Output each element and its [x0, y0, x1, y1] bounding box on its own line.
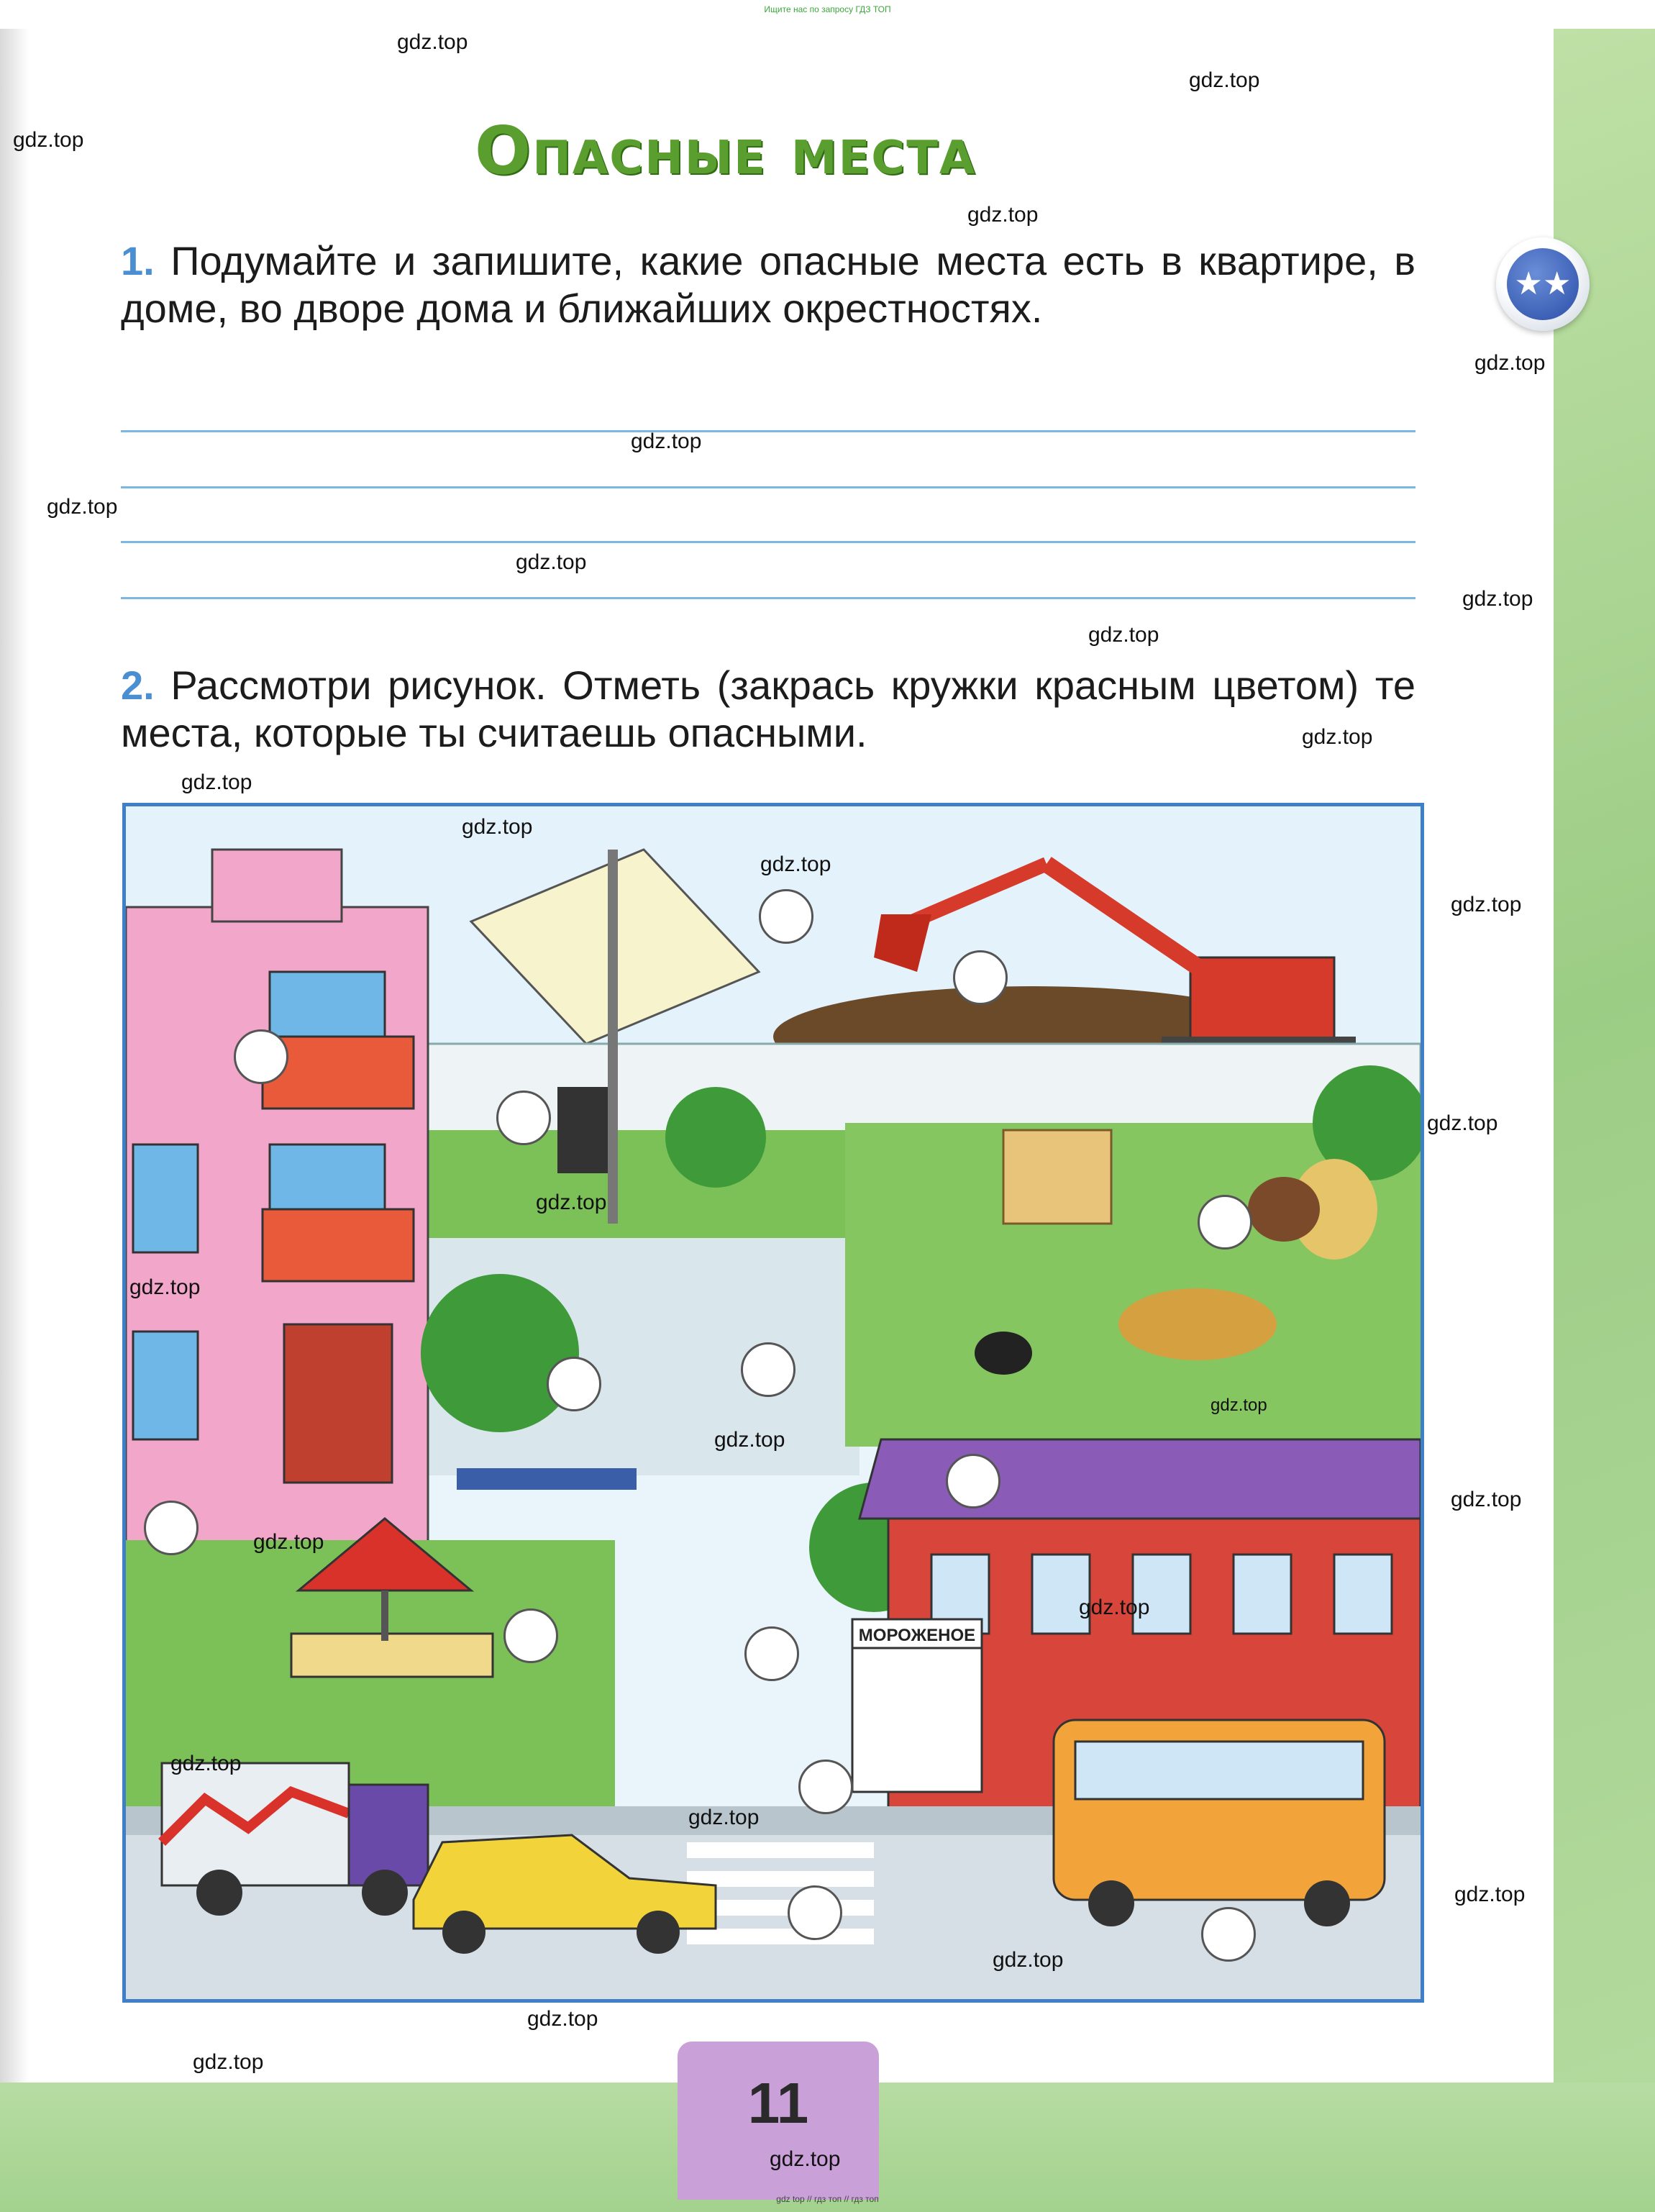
- badge: [1496, 237, 1590, 331]
- task-1-text: Подумайте и запишите, какие опасные места есть в квартире, в доме, во дворе дома и ближайших окрестностях.: [121, 238, 1416, 331]
- watermark: gdz.top: [462, 815, 533, 839]
- page-title: Опасные места: [475, 112, 977, 189]
- watermark: gdz.top: [397, 30, 468, 54]
- watermark: gdz.top: [993, 1948, 1064, 1972]
- watermark: gdz.top: [1451, 893, 1522, 916]
- watermark: gdz.top: [1189, 68, 1260, 92]
- task-2: [121, 662, 1415, 757]
- answer-circle[interactable]: [798, 1760, 853, 1814]
- watermark: gdz.top: [1079, 1596, 1150, 1619]
- watermark: gdz.top: [1462, 587, 1533, 611]
- answer-circle[interactable]: [1201, 1907, 1256, 1962]
- watermark: gdz.top: [1451, 1488, 1522, 1511]
- answer-circle[interactable]: [788, 1885, 842, 1940]
- watermark: gdz.top: [714, 1428, 785, 1452]
- watermark: gdz.top: [1474, 351, 1546, 375]
- watermark: gdz.top: [181, 770, 252, 794]
- answer-line[interactable]: [121, 597, 1415, 599]
- watermark: gdz.top: [1427, 1111, 1498, 1135]
- watermark: gdz.top: [516, 550, 587, 574]
- watermark: gdz.top: [193, 2050, 264, 2074]
- watermark: gdz.top: [129, 1275, 201, 1299]
- page-number-tab: [678, 2042, 879, 2200]
- answer-circle[interactable]: [953, 950, 1008, 1005]
- answer-circle[interactable]: [1198, 1195, 1252, 1250]
- watermark: gdz.top: [13, 128, 84, 152]
- header-note: Ищите нас по запросу ГДЗ ТОП: [764, 4, 891, 14]
- watermark: gdz.top: [760, 852, 831, 876]
- watermark: gdz.top: [1088, 623, 1159, 647]
- answer-circle[interactable]: [741, 1342, 795, 1397]
- task-1: [121, 237, 1415, 332]
- watermark: gdz.top: [1302, 725, 1373, 749]
- watermark: gdz.top: [1454, 1883, 1526, 1906]
- task-1-number: 1.: [121, 238, 155, 283]
- watermark: gdz.top: [688, 1806, 760, 1829]
- page-number: 11: [747, 2071, 809, 2135]
- answer-circle[interactable]: [144, 1501, 199, 1555]
- task-2-number: 2.: [121, 663, 155, 708]
- green-margin: [1546, 29, 1655, 2187]
- answer-circle[interactable]: [547, 1357, 601, 1411]
- watermark: gdz.top: [631, 429, 702, 453]
- watermark: gdz.top: [47, 495, 118, 519]
- answer-circle[interactable]: [234, 1029, 288, 1084]
- two-stars-icon: ★★: [1507, 248, 1579, 320]
- watermark: gdz.top: [1211, 1396, 1267, 1415]
- watermark: gdz.top: [770, 2147, 841, 2171]
- watermark: gdz.top: [527, 2007, 598, 2031]
- answer-circle[interactable]: [744, 1626, 799, 1681]
- answer-circle[interactable]: [946, 1454, 1000, 1508]
- page-gutter: [0, 29, 29, 2083]
- answer-line[interactable]: [121, 486, 1415, 488]
- task-2-text: Рассмотри рисунок. Отметь (закрась кружки красным цветом) те места, которые ты считаешь опасными.: [121, 663, 1415, 755]
- answer-circle[interactable]: [503, 1608, 558, 1663]
- watermark: gdz.top: [536, 1191, 607, 1214]
- kiosk-sign: МОРОЖЕНОЕ: [858, 1626, 976, 1645]
- watermark: gdz.top: [253, 1530, 324, 1554]
- answer-line[interactable]: [121, 430, 1415, 432]
- answer-line[interactable]: [121, 541, 1415, 543]
- watermark: gdz.top: [170, 1752, 242, 1775]
- watermark: gdz.top: [967, 203, 1039, 227]
- answer-circle[interactable]: [759, 889, 813, 944]
- footer-note: gdz top // гдз топ // гдз топ: [776, 2194, 879, 2204]
- answer-circle[interactable]: [496, 1091, 551, 1145]
